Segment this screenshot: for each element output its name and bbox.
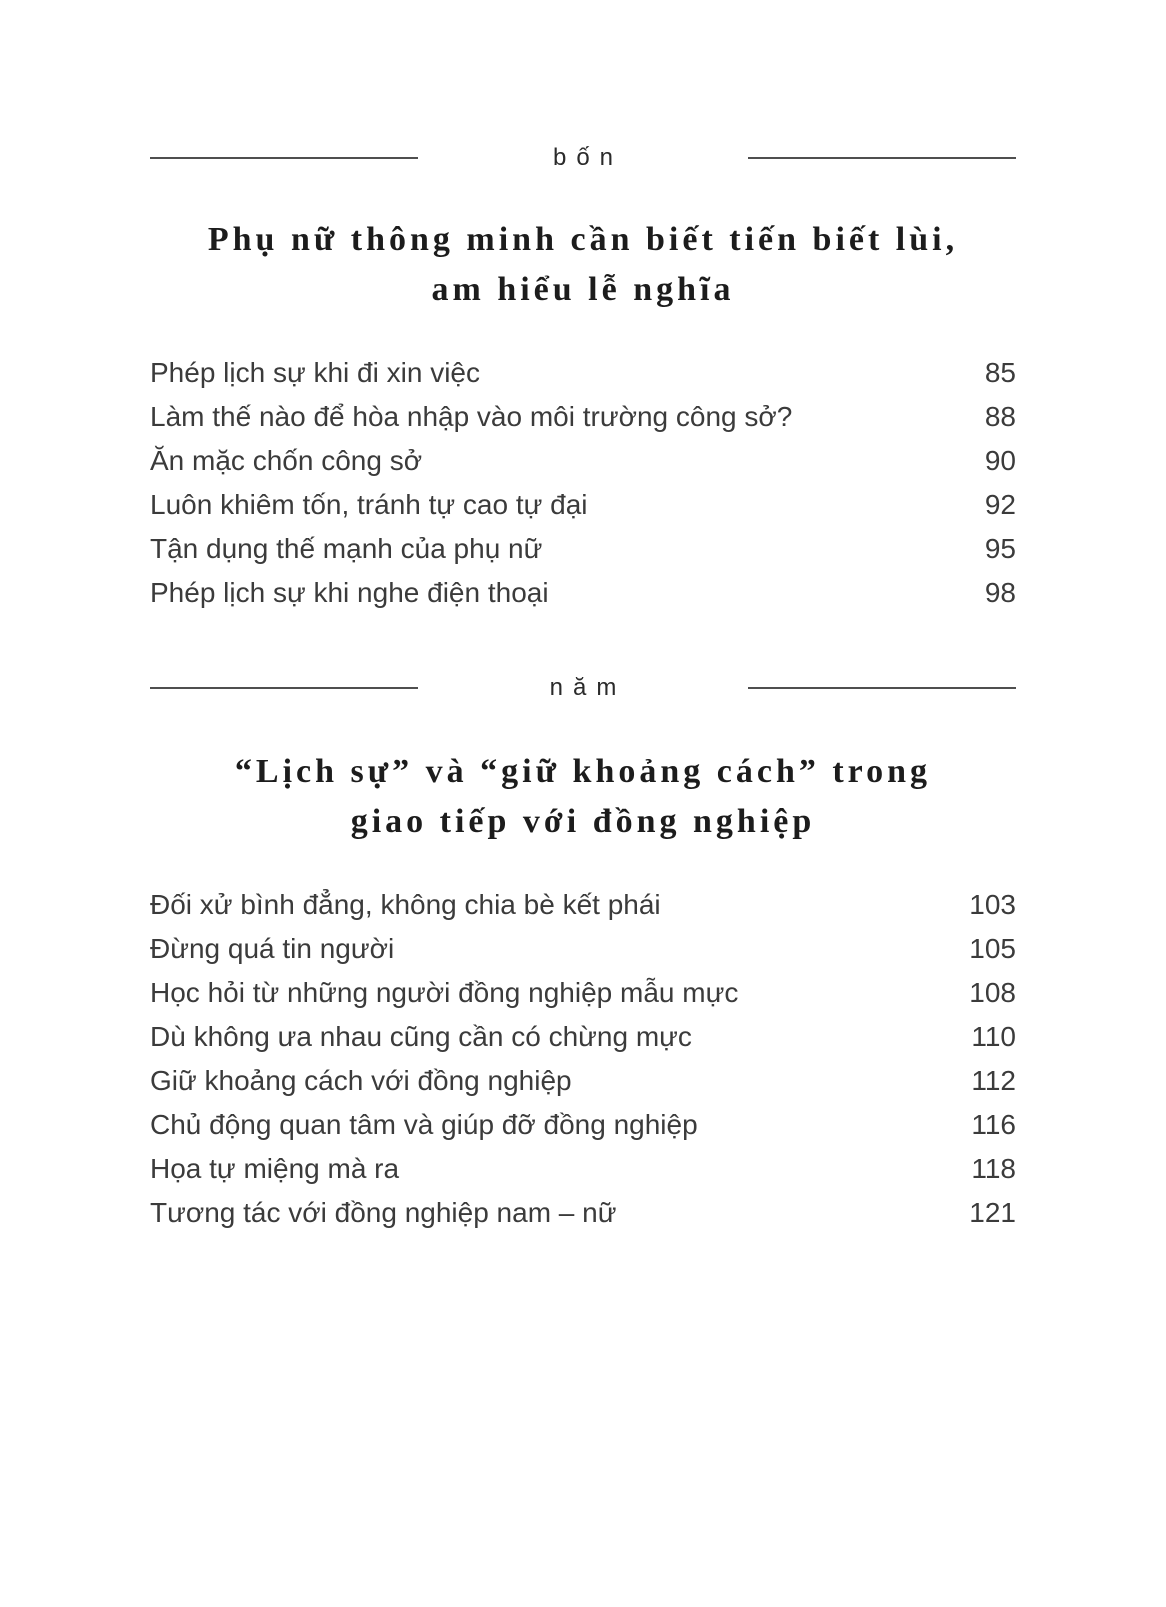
chapter-title-line: giao tiếp với đồng nghiệp — [350, 803, 816, 840]
toc-entry-title: Ăn mặc chốn công sở — [150, 445, 423, 476]
toc-entry-title: Học hỏi từ những người đồng nghiệp mẫu mực — [150, 977, 739, 1008]
section-number-label: năm — [549, 674, 627, 701]
header-rule-left — [150, 157, 418, 159]
toc-entry — [150, 483, 1016, 527]
chapter-title-line: “Lịch sự” và “giữ khoảng cách” trong — [234, 753, 932, 790]
toc-entry-title: Chủ động quan tâm và giúp đỡ đồng nghiệp — [150, 1109, 698, 1140]
toc-entry-title: Đừng quá tin người — [150, 933, 395, 964]
toc-entry — [150, 1147, 1016, 1191]
toc-entry — [150, 1103, 1016, 1147]
toc-entry — [150, 883, 1016, 927]
toc-entry — [150, 1191, 1016, 1235]
toc-entry — [150, 351, 1016, 395]
toc-list-five — [150, 883, 1016, 1235]
page-content — [150, 0, 1016, 1235]
toc-entry-title: Giữ khoảng cách với đồng nghiệp — [150, 1065, 572, 1096]
toc-entry — [150, 1015, 1016, 1059]
header-rule-right — [748, 157, 1016, 159]
section-number-label: bốn — [552, 144, 624, 171]
toc-entry-title: Tận dụng thế mạnh của phụ nữ — [150, 533, 543, 564]
toc-entry-page: 85 — [984, 357, 1016, 388]
toc-entry — [150, 971, 1016, 1015]
toc-entry-title: Đối xử bình đẳng, không chia bè kết phái — [150, 889, 661, 920]
toc-entry-page: 88 — [984, 401, 1016, 432]
chapter-title-line: am hiểu lễ nghĩa — [431, 271, 735, 308]
toc-entry-title: Tương tác với đồng nghiệp nam – nữ — [150, 1197, 617, 1228]
toc-entry — [150, 927, 1016, 971]
toc-entry — [150, 527, 1016, 571]
toc-list-four — [150, 351, 1016, 615]
toc-entry — [150, 571, 1016, 615]
toc-entry-page: 121 — [969, 1197, 1016, 1228]
toc-entry-page: 116 — [971, 1109, 1016, 1140]
chapter-title-four — [150, 215, 1016, 315]
toc-entry-page: 92 — [984, 489, 1016, 520]
toc-entry-page: 108 — [969, 977, 1016, 1008]
header-rule-right — [748, 687, 1016, 689]
chapter-title-five — [150, 747, 1016, 847]
toc-entry-title: Họa tự miệng mà ra — [150, 1153, 400, 1184]
section-header-four — [150, 140, 1016, 176]
toc-entry — [150, 439, 1016, 483]
toc-entry-page: 90 — [984, 445, 1016, 476]
toc-entry-page: 95 — [984, 533, 1016, 564]
toc-entry-title: Phép lịch sự khi nghe điện thoại — [150, 577, 549, 608]
toc-entry — [150, 1059, 1016, 1103]
toc-entry-title: Dù không ưa nhau cũng cần có chừng mực — [150, 1021, 692, 1052]
toc-entry-page: 110 — [971, 1021, 1016, 1052]
toc-entry-page: 118 — [971, 1153, 1016, 1184]
toc-entry-page: 98 — [984, 577, 1016, 608]
toc-entry-page: 103 — [969, 889, 1016, 920]
toc-entry-page: 112 — [971, 1065, 1016, 1096]
toc-entry-title: Làm thế nào để hòa nhập vào môi trường công sở? — [150, 401, 793, 432]
toc-section-five — [150, 670, 1016, 1235]
toc-entry-title: Phép lịch sự khi đi xin việc — [150, 357, 480, 388]
chapter-title-line: Phụ nữ thông minh cần biết tiến biết lùi, — [207, 221, 959, 258]
toc-entry-page: 105 — [969, 933, 1016, 964]
toc-section-four — [150, 140, 1016, 615]
toc-entry — [150, 395, 1016, 439]
toc-entry-title: Luôn khiêm tốn, tránh tự cao tự đại — [150, 489, 588, 520]
section-header-five — [150, 670, 1016, 706]
header-rule-left — [150, 687, 418, 689]
